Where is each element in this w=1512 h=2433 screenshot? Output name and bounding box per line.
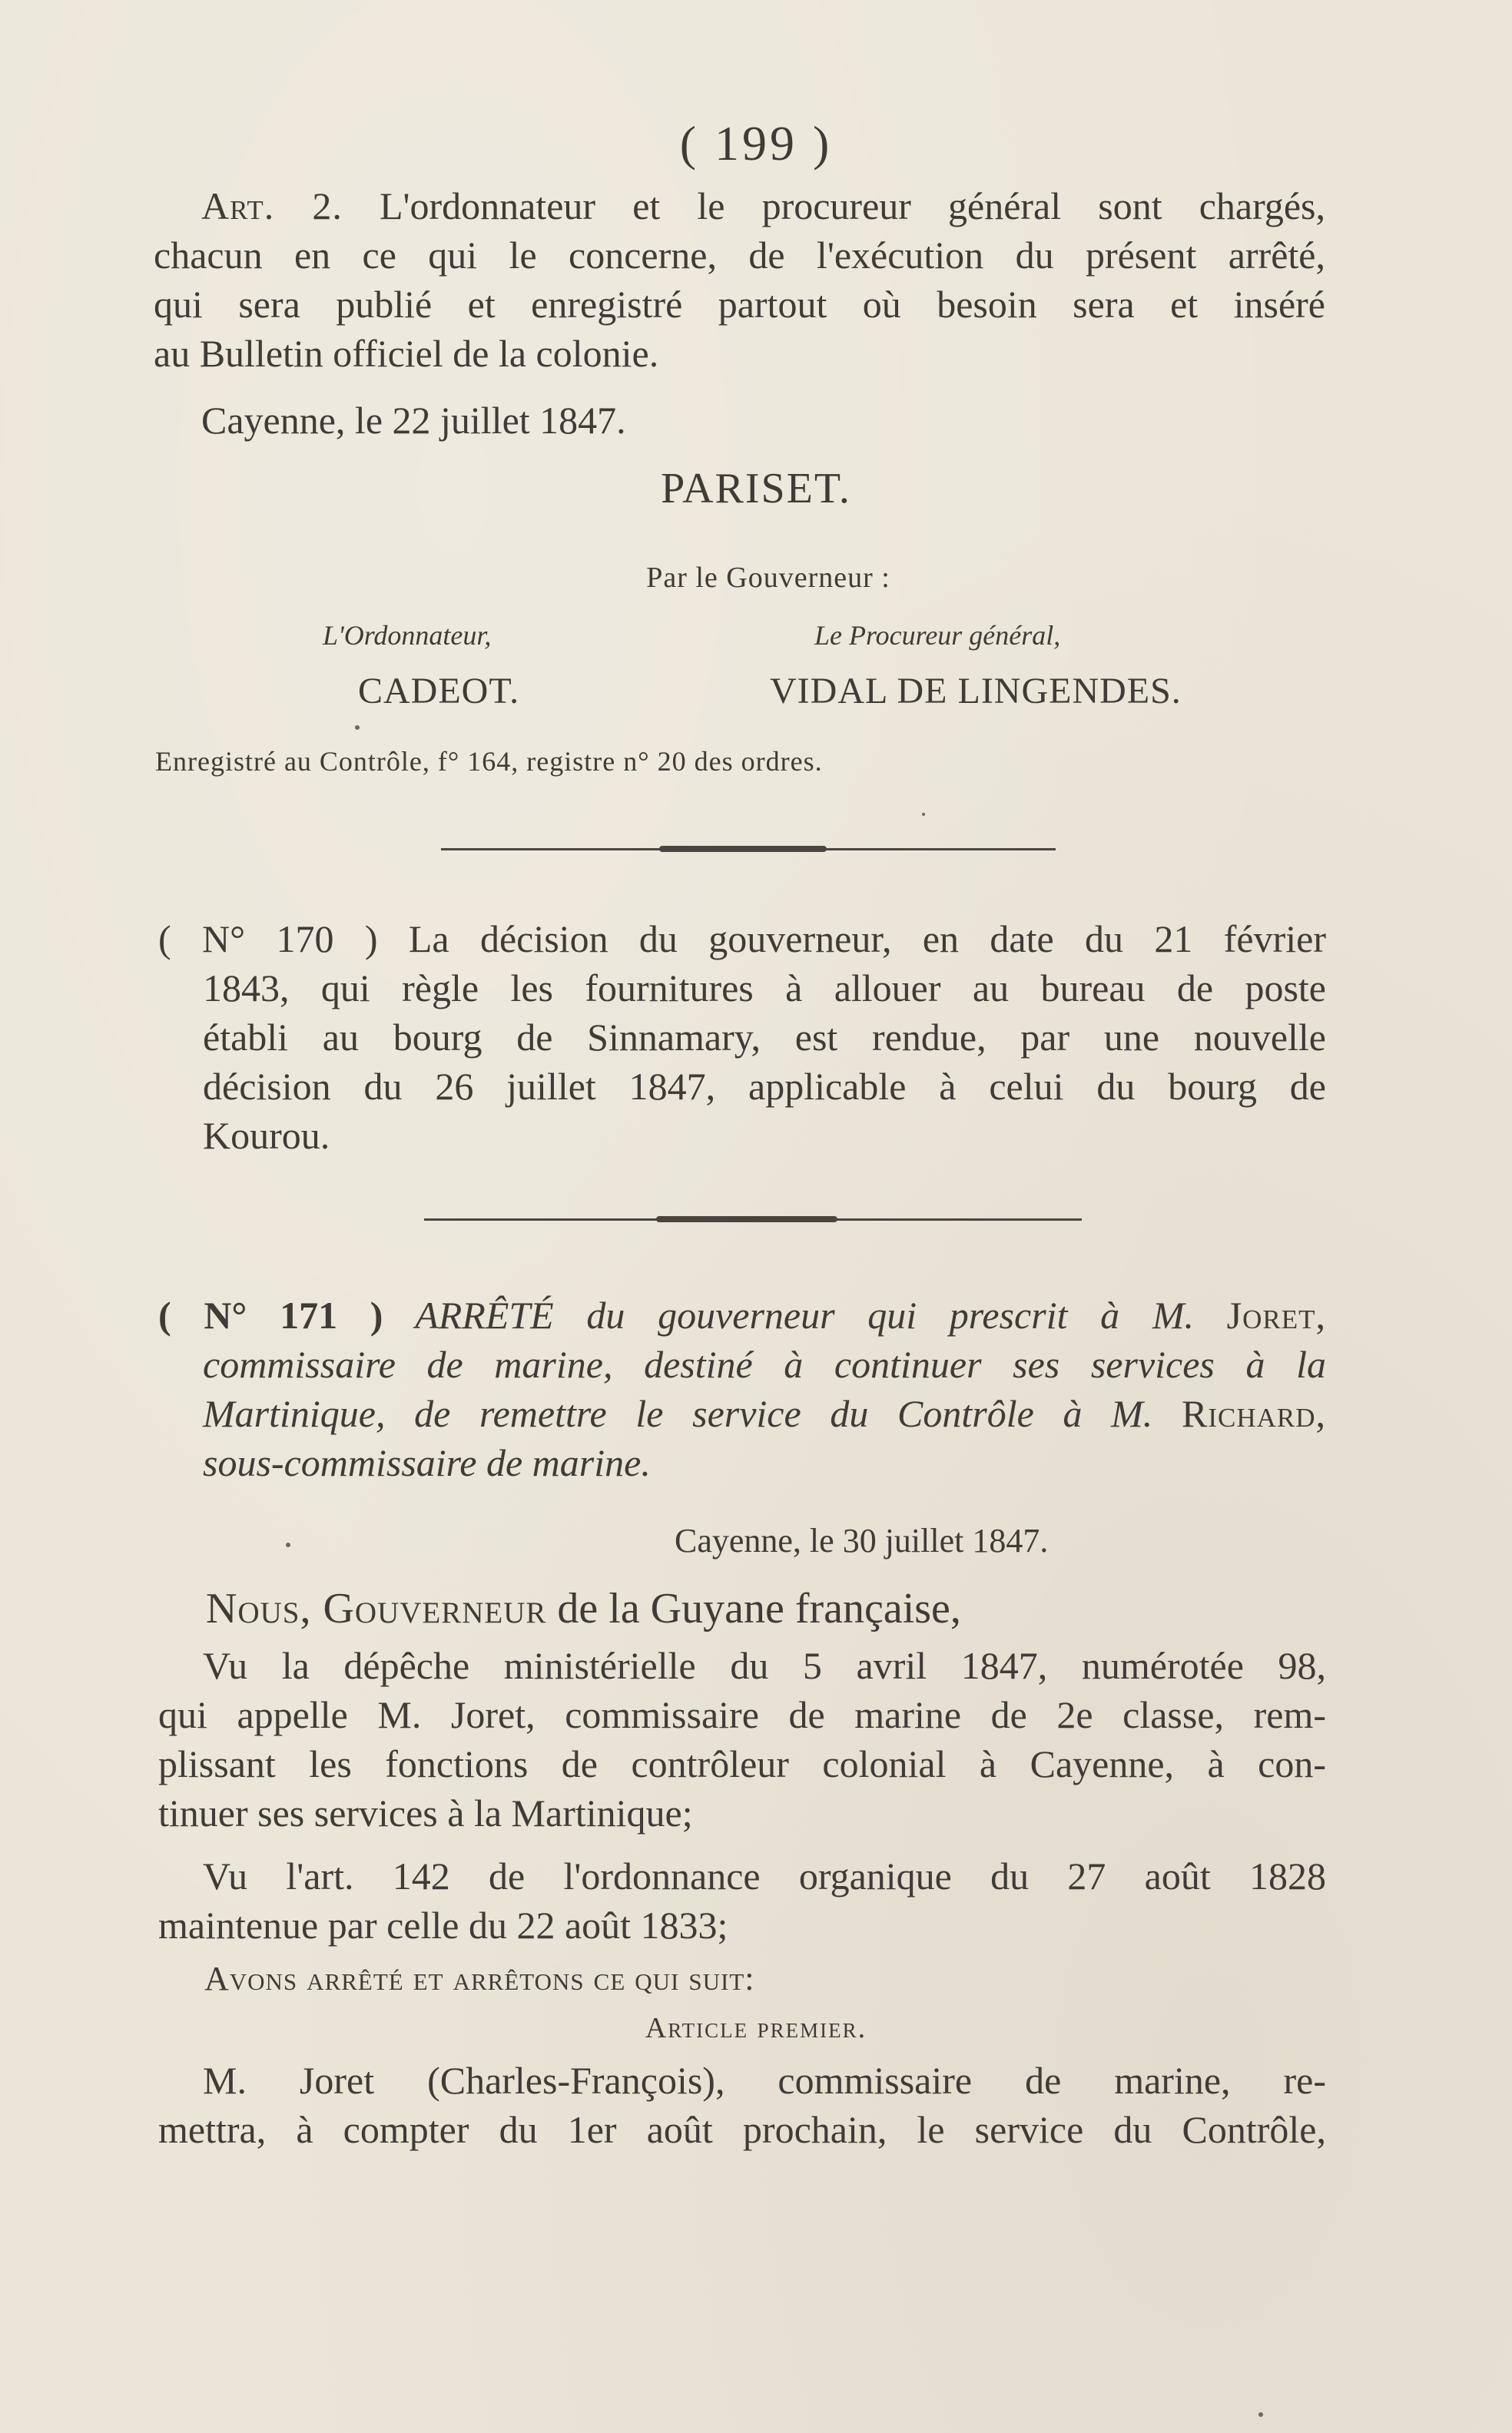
joret-name: Joret, bbox=[1226, 1294, 1327, 1337]
vu-1-line-4: tinuer ses services à la Martinique; bbox=[158, 1792, 693, 1835]
decision-170-line-3: établi au bourg de Sinnamary, est rendue, par une nouvelle bbox=[203, 1016, 1326, 1059]
paper-speck bbox=[922, 813, 925, 816]
final-line-2: mettra, à compter du 1er août prochain, le service du Contrôle, bbox=[158, 2108, 1326, 2151]
arrete-date: Cayenne, le 30 juillet 1847. bbox=[675, 1522, 1049, 1560]
procureur-role: Le Procureur général, bbox=[814, 620, 1061, 651]
decision-170-line-2: 1843, qui règle les fournitures à allouer au bureau de poste bbox=[203, 966, 1326, 1009]
vu-1-line-3: plissant les fonctions de contrôleur colonial à Cayenne, à con- bbox=[158, 1742, 1326, 1785]
registration-note: Enregistré au Contrôle, f° 164, registre n° 20 des ordres. bbox=[155, 746, 823, 777]
richard-name: Richard, bbox=[1181, 1392, 1326, 1435]
ordonnateur-name: CADEOT. bbox=[358, 671, 520, 711]
nous-gouverneur: Nous, Gouverneur de la Guyane française, bbox=[206, 1585, 961, 1632]
decision-170-line-1: ( N° 170 ) La décision du gouverneur, en date du 21 février bbox=[158, 917, 1326, 960]
arrete-171-heading bbox=[158, 1291, 1326, 1487]
decision-170-line-4: décision du 26 juillet 1847, applicable à celui du bourg de bbox=[203, 1065, 1326, 1108]
place-date: Cayenne, le 22 juillet 1847. bbox=[201, 399, 626, 442]
section-divider-2-ornament bbox=[656, 1216, 837, 1222]
procureur-name: VIDAL DE LINGENDES. bbox=[770, 671, 1182, 711]
avons-arrete: Avons arrêté et arrêtons ce qui suit: bbox=[204, 1960, 755, 1997]
article-2-line-4: au Bulletin officiel de la colonie. bbox=[154, 332, 659, 375]
vu-1-line-2: qui appelle M. Joret, commissaire de marine de 2e classe, rem- bbox=[158, 1693, 1326, 1736]
article-2-label: Art. 2. bbox=[201, 184, 343, 227]
vu-2-line-2: maintenue par celle du 22 août 1833; bbox=[158, 1904, 728, 1947]
article-2-line-1: Art. 2. L'ordonnateur et le procureur général sont chargés, bbox=[201, 184, 1325, 227]
section-divider-1-ornament bbox=[659, 846, 827, 852]
paper-speck bbox=[286, 1543, 290, 1547]
arrete-171-line-2: commissaire de marine, destiné à continuer ses services à la bbox=[203, 1343, 1326, 1386]
decision-170-paragraph bbox=[158, 914, 1326, 1160]
par-le-gouverneur: Par le Gouverneur : bbox=[646, 562, 890, 594]
article-2-line-3: qui sera publié et enregistré partout où besoin sera et inséré bbox=[154, 283, 1325, 326]
paper-speck bbox=[355, 725, 360, 730]
article-2-paragraph bbox=[154, 181, 1325, 378]
vu-2-line-1: Vu l'art. 142 de l'ordonnance organique du 27 août 1828 bbox=[203, 1855, 1326, 1898]
paper-speck bbox=[1258, 2412, 1263, 2417]
article-premier-paragraph bbox=[158, 2056, 1326, 2154]
arrete-171-line-3: Martinique, de remettre le service du Contrôle à M. Richard, bbox=[203, 1392, 1326, 1435]
vu-depeche-paragraph bbox=[158, 1641, 1326, 1838]
article-2-line-2: chacun en ce qui le concerne, de l'exécution du présent arrêté, bbox=[154, 234, 1325, 277]
arrete-171-number: ( N° 171 ) bbox=[158, 1294, 383, 1337]
article-premier-heading: Article premier. bbox=[645, 2012, 867, 2044]
governor-signature: PARISET. bbox=[661, 465, 851, 512]
decision-170-line-5: Kourou. bbox=[203, 1114, 330, 1157]
final-line-1: M. Joret (Charles-François), commissaire de marine, re- bbox=[203, 2059, 1326, 2102]
vu-1-line-1: Vu la dépêche ministérielle du 5 avril 1847, numérotée 98, bbox=[203, 1644, 1326, 1687]
ordonnateur-role: L'Ordonnateur, bbox=[323, 620, 492, 651]
arrete-171-line-1: ( N° 171 ) ARRÊTÉ du gouverneur qui prescrit à M. Joret, bbox=[158, 1294, 1327, 1337]
page-number: ( 199 ) bbox=[679, 116, 833, 171]
vu-ordonnance-paragraph bbox=[158, 1851, 1326, 1950]
arrete-171-line-4: sous-commissaire de marine. bbox=[203, 1441, 651, 1484]
